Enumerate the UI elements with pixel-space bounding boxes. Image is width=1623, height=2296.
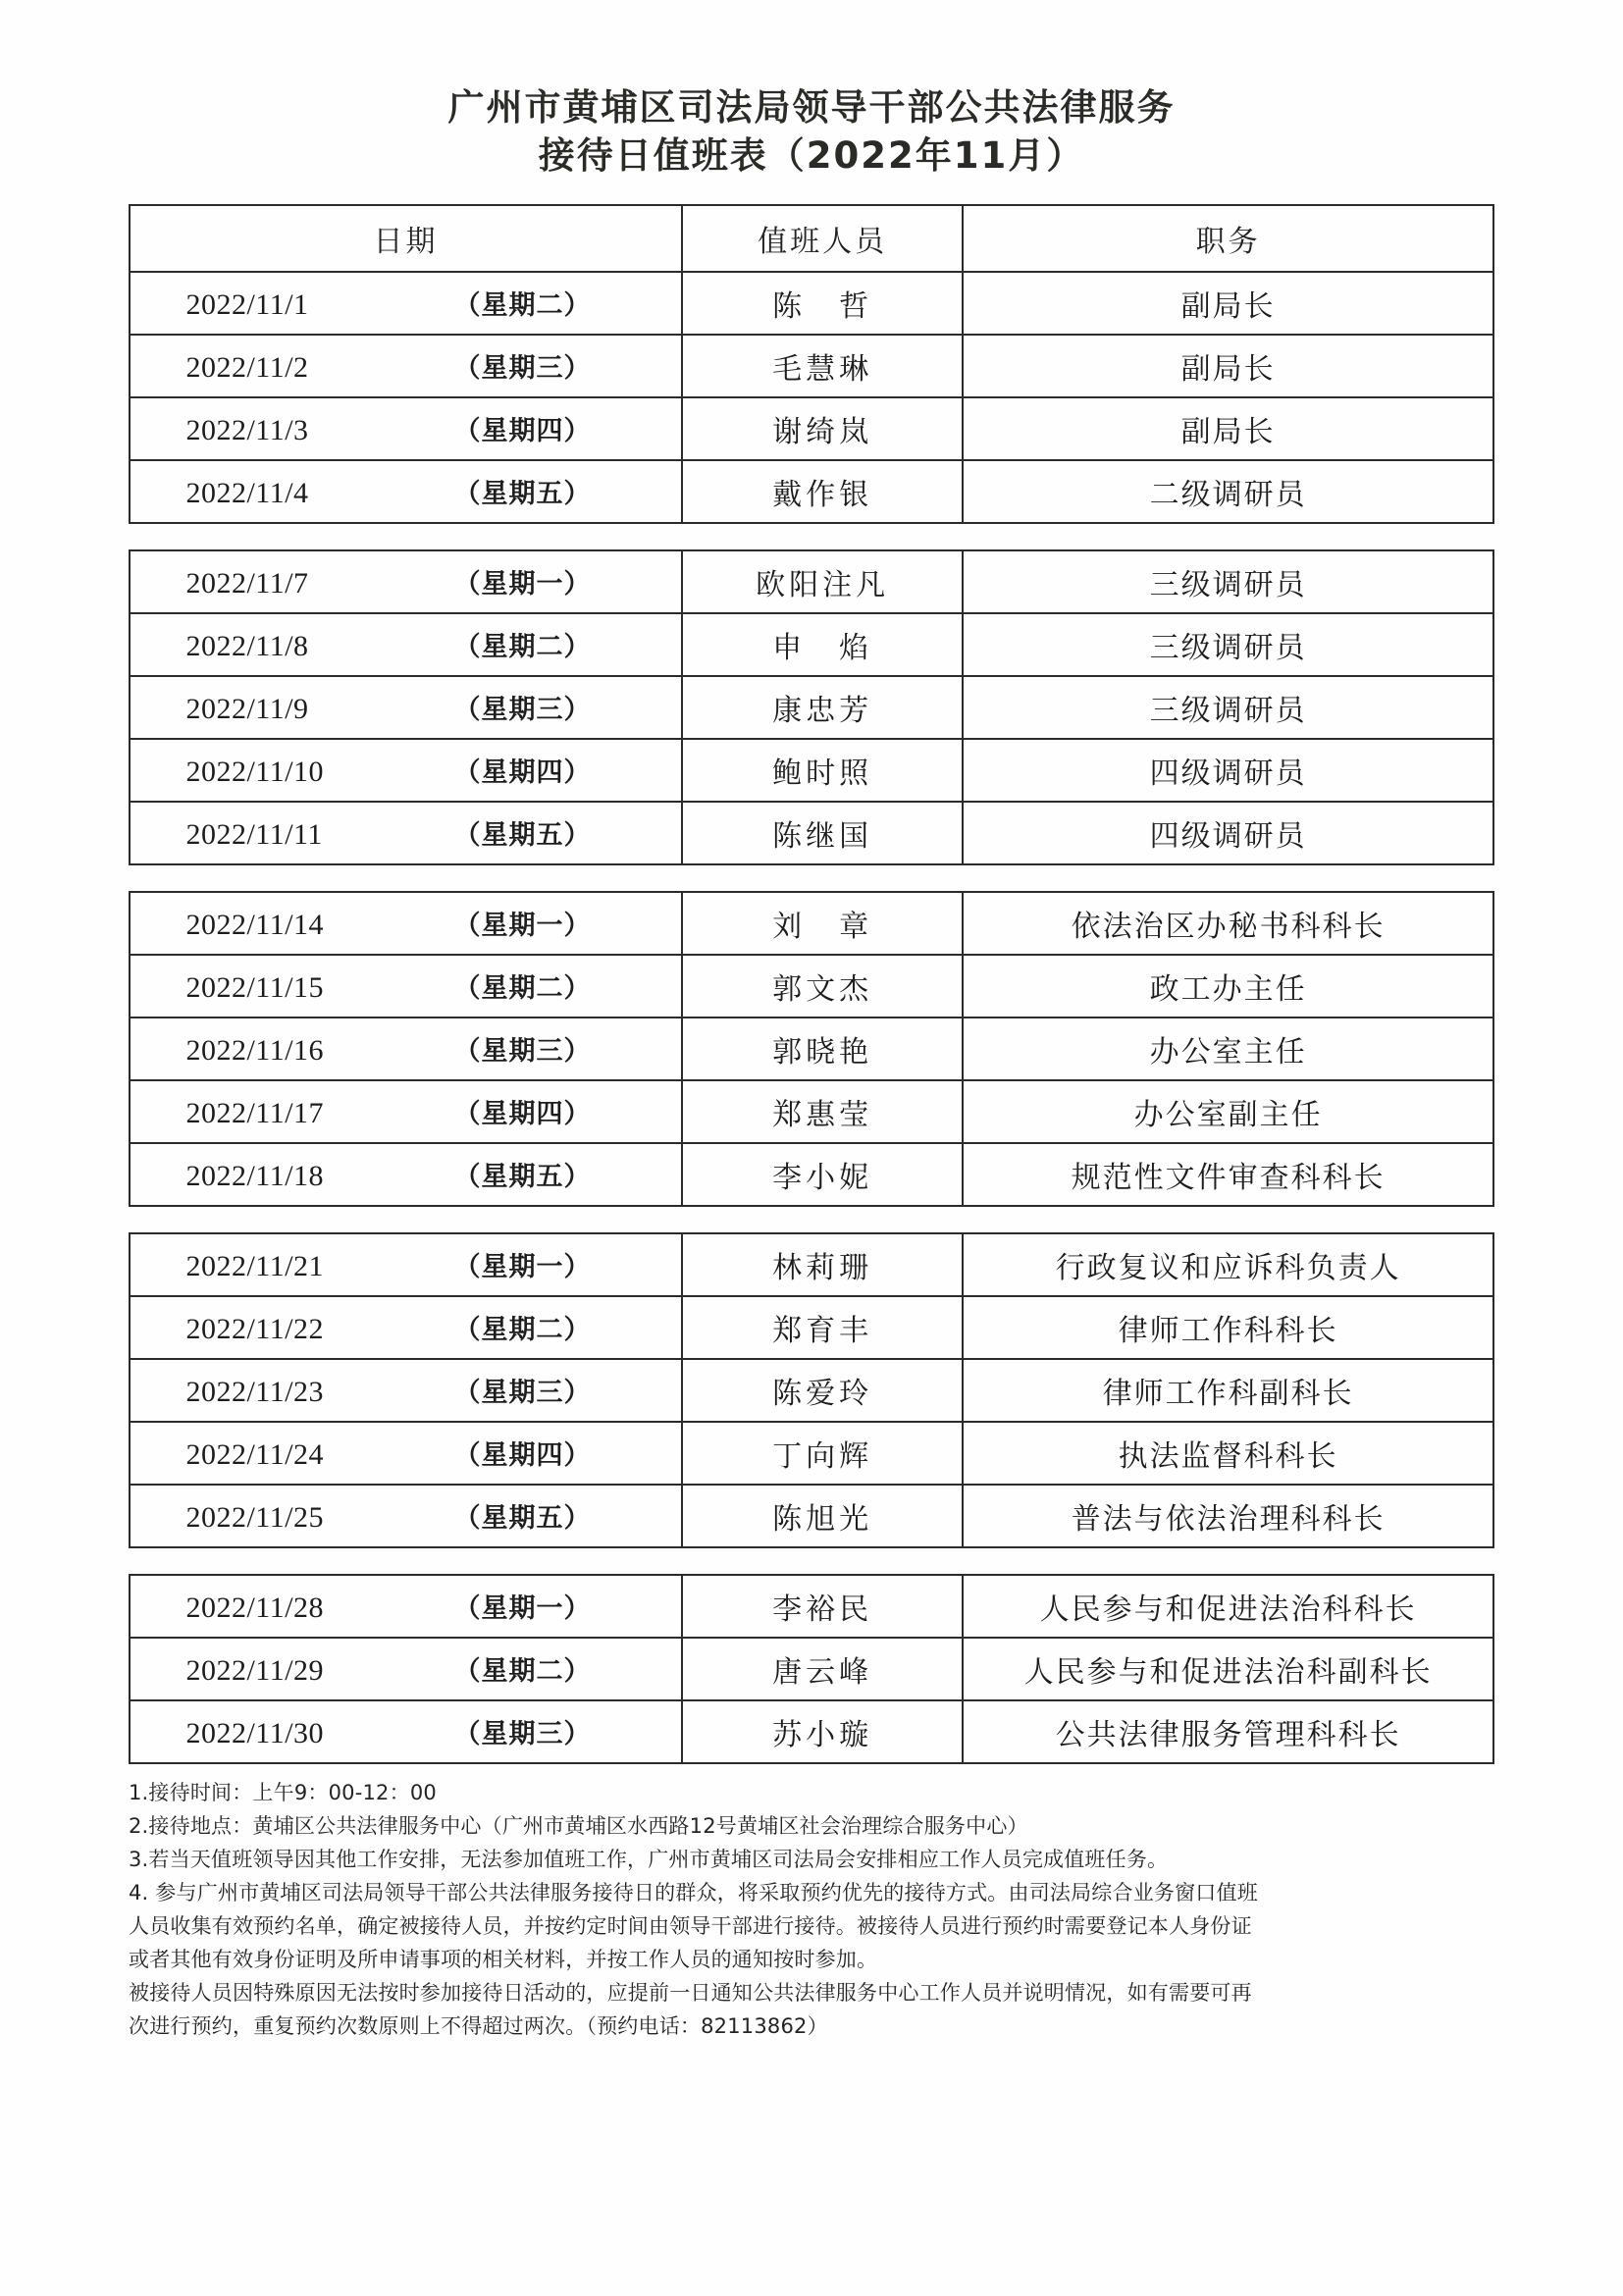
cell-person: 康忠芳 <box>682 676 963 739</box>
cell-role: 执法监督科科长 <box>963 1422 1493 1485</box>
footnote-5-line-1: 被接待人员因特殊原因无法按时参加接待日活动的，应提前一日通知公共法律服务中心工作人员并说明情况，如有需要可再 <box>129 1980 1252 2005</box>
schedule-table-group-5 <box>129 1574 1494 1764</box>
cell-person: 戴作银 <box>682 460 963 523</box>
cell-role: 四级调研员 <box>963 802 1493 864</box>
cell-date <box>130 550 682 613</box>
table-row <box>130 550 1493 613</box>
cell-person: 欧阳注凡 <box>682 550 963 613</box>
date-value: 2022/11/29 <box>185 1654 325 1688</box>
table-row <box>130 676 1493 739</box>
weekday-value: （星期五） <box>453 479 592 510</box>
cell-person: 郭文杰 <box>682 955 963 1018</box>
date-value: 2022/11/16 <box>185 1034 325 1068</box>
cell-role: 副局长 <box>963 397 1493 460</box>
date-value: 2022/11/28 <box>185 1592 325 1625</box>
footnote-4-line-2: 人员收集有效预约名单，确定被接待人员，并按约定时间由领导干部进行接待。被接待人员进行预约时需要登记本人身份证 <box>129 1913 1252 1938</box>
cell-person: 郭晓艳 <box>682 1018 963 1080</box>
weekday-value: （星期五） <box>453 1503 592 1535</box>
cell-date <box>130 676 682 739</box>
cell-role: 办公室主任 <box>963 1018 1493 1080</box>
cell-date <box>130 1359 682 1422</box>
column-header-person: 值班人员 <box>682 205 963 272</box>
date-value: 2022/11/15 <box>185 971 325 1005</box>
table-row <box>130 955 1493 1018</box>
footnotes <box>129 1764 1494 2043</box>
date-value: 2022/11/14 <box>185 909 325 942</box>
cell-person: 谢绮岚 <box>682 397 963 460</box>
date-value: 2022/11/10 <box>185 756 325 789</box>
date-value: 2022/11/1 <box>185 288 309 322</box>
cell-date <box>130 802 682 864</box>
schedule-tables <box>129 181 1494 1764</box>
cell-role: 副局长 <box>963 335 1493 397</box>
title-line-2: 接待日值班表（2022年11月） <box>538 133 1085 177</box>
cell-date <box>130 272 682 335</box>
cell-person: 申 焰 <box>682 613 963 676</box>
cell-role: 二级调研员 <box>963 460 1493 523</box>
cell-person: 毛慧琳 <box>682 335 963 397</box>
footnote-5-line-2: 次进行预约，重复预约次数原则上不得超过两次。（预约电话：82113862） <box>129 2013 828 2038</box>
column-header-date: 日期 <box>130 205 682 272</box>
weekday-value: （星期三） <box>453 1378 592 1409</box>
schedule-table-group-2 <box>129 549 1494 865</box>
cell-role: 三级调研员 <box>963 550 1493 613</box>
table-row <box>130 1018 1493 1080</box>
table-row <box>130 1700 1493 1763</box>
date-value: 2022/11/25 <box>185 1501 325 1535</box>
date-value: 2022/11/17 <box>185 1097 325 1130</box>
cell-person: 鲍时照 <box>682 739 963 802</box>
weekday-value: （星期三） <box>453 353 592 385</box>
cell-date <box>130 892 682 955</box>
cell-role: 普法与依法治理科科长 <box>963 1485 1493 1547</box>
table-body-group-4 <box>130 1233 1493 1547</box>
cell-date <box>130 1018 682 1080</box>
weekday-value: （星期三） <box>453 1036 592 1068</box>
table-body-group-2 <box>130 550 1493 864</box>
weekday-value: （星期二） <box>453 973 592 1005</box>
cell-person: 郑惠莹 <box>682 1080 963 1143</box>
cell-date <box>130 613 682 676</box>
cell-date <box>130 1638 682 1700</box>
table-row <box>130 1485 1493 1547</box>
cell-date <box>130 1080 682 1143</box>
date-value: 2022/11/7 <box>185 567 309 600</box>
cell-person: 李裕民 <box>682 1575 963 1638</box>
cell-role: 办公室副主任 <box>963 1080 1493 1143</box>
date-value: 2022/11/23 <box>185 1376 325 1409</box>
table-row <box>130 1422 1493 1485</box>
weekday-value: （星期一） <box>453 1252 592 1283</box>
cell-person: 陈爱玲 <box>682 1359 963 1422</box>
cell-role: 公共法律服务管理科科长 <box>963 1700 1493 1763</box>
column-header-role: 职务 <box>963 205 1493 272</box>
weekday-value: （星期三） <box>453 695 592 726</box>
weekday-value: （星期二） <box>453 1315 592 1346</box>
cell-role: 规范性文件审查科科长 <box>963 1143 1493 1206</box>
cell-person: 刘 章 <box>682 892 963 955</box>
cell-date <box>130 335 682 397</box>
table-row <box>130 335 1493 397</box>
date-value: 2022/11/24 <box>185 1438 325 1472</box>
weekday-value: （星期一） <box>453 569 592 600</box>
table-row <box>130 1233 1493 1296</box>
schedule-table-group-4 <box>129 1232 1494 1548</box>
cell-person: 陈旭光 <box>682 1485 963 1547</box>
cell-date <box>130 1575 682 1638</box>
cell-role: 四级调研员 <box>963 739 1493 802</box>
cell-role: 三级调研员 <box>963 676 1493 739</box>
weekday-value: （星期一） <box>453 1593 592 1625</box>
cell-person: 陈继国 <box>682 802 963 864</box>
schedule-table-group-1 <box>129 204 1494 524</box>
cell-date <box>130 397 682 460</box>
table-row <box>130 1638 1493 1700</box>
table-body-group-5 <box>130 1575 1493 1763</box>
table-row <box>130 892 1493 955</box>
cell-date <box>130 1143 682 1206</box>
weekday-value: （星期二） <box>453 1656 592 1688</box>
table-row <box>130 1359 1493 1422</box>
table-header-row <box>130 205 1493 272</box>
cell-date <box>130 955 682 1018</box>
date-value: 2022/11/8 <box>185 630 309 663</box>
table-body-group-1 <box>130 272 1493 523</box>
cell-role: 行政复议和应诉科负责人 <box>963 1233 1493 1296</box>
weekday-value: （星期三） <box>453 1719 592 1750</box>
schedule-table-group-3 <box>129 891 1494 1207</box>
cell-person: 郑育丰 <box>682 1296 963 1359</box>
date-value: 2022/11/4 <box>185 477 309 510</box>
cell-date <box>130 739 682 802</box>
cell-role: 律师工作科副科长 <box>963 1359 1493 1422</box>
title-line-1: 广州市黄埔区司法局领导干部公共法律服务 <box>447 86 1176 129</box>
weekday-value: （星期五） <box>453 1162 592 1193</box>
table-row <box>130 739 1493 802</box>
table-row <box>130 1080 1493 1143</box>
cell-date <box>130 1233 682 1296</box>
cell-date <box>130 1700 682 1763</box>
cell-date <box>130 1296 682 1359</box>
cell-role: 人民参与和促进法治科科长 <box>963 1575 1493 1638</box>
date-value: 2022/11/18 <box>185 1160 325 1193</box>
date-value: 2022/11/2 <box>185 351 309 385</box>
cell-role: 依法治区办秘书科科长 <box>963 892 1493 955</box>
footnote-1: 1.接待时间：上午9：00-12：00 <box>129 1780 437 1804</box>
table-row <box>130 1143 1493 1206</box>
cell-person: 苏小璇 <box>682 1700 963 1763</box>
cell-person: 唐云峰 <box>682 1638 963 1700</box>
document-title <box>0 0 1623 181</box>
date-value: 2022/11/9 <box>185 693 309 726</box>
footnote-3: 3.若当天值班领导因其他工作安排，无法参加值班工作，广州市黄埔区司法局会安排相应工作人员完成值班任务。 <box>129 1847 1169 1871</box>
date-value: 2022/11/22 <box>185 1313 325 1346</box>
cell-role: 律师工作科科长 <box>963 1296 1493 1359</box>
table-row <box>130 1296 1493 1359</box>
cell-person: 李小妮 <box>682 1143 963 1206</box>
weekday-value: （星期四） <box>453 416 592 447</box>
table-body-group-3 <box>130 892 1493 1206</box>
date-value: 2022/11/30 <box>185 1717 325 1750</box>
table-row <box>130 613 1493 676</box>
weekday-value: （星期一） <box>453 911 592 942</box>
weekday-value: （星期二） <box>453 632 592 663</box>
weekday-value: （星期四） <box>453 1099 592 1130</box>
cell-role: 副局长 <box>963 272 1493 335</box>
cell-role: 人民参与和促进法治科副科长 <box>963 1638 1493 1700</box>
footnote-4-line-3: 或者其他有效身份证明及所申请事项的相关材料，并按工作人员的通知按时参加。 <box>129 1947 878 1971</box>
cell-date <box>130 460 682 523</box>
footnote-2: 2.接待地点：黄埔区公共法律服务中心（广州市黄埔区水西路12号黄埔区社会治理综合服务中心） <box>129 1813 1028 1838</box>
date-value: 2022/11/3 <box>185 414 309 447</box>
footnote-4-line-1: 4. 参与广州市黄埔区司法局领导干部公共法律服务接待日的群众，将采取预约优先的接待方式。由司法局综合业务窗口值班 <box>129 1880 1258 1905</box>
table-row <box>130 1575 1493 1638</box>
weekday-value: （星期五） <box>453 820 592 852</box>
table-row <box>130 460 1493 523</box>
cell-role: 政工办主任 <box>963 955 1493 1018</box>
cell-role: 三级调研员 <box>963 613 1493 676</box>
weekday-value: （星期四） <box>453 757 592 789</box>
table-row <box>130 272 1493 335</box>
cell-date <box>130 1422 682 1485</box>
date-value: 2022/11/11 <box>185 818 323 852</box>
cell-person: 陈 哲 <box>682 272 963 335</box>
cell-person: 林莉珊 <box>682 1233 963 1296</box>
weekday-value: （星期四） <box>453 1440 592 1472</box>
cell-date <box>130 1485 682 1547</box>
table-row <box>130 802 1493 864</box>
cell-person: 丁向辉 <box>682 1422 963 1485</box>
table-row <box>130 397 1493 460</box>
weekday-value: （星期二） <box>453 290 592 322</box>
date-value: 2022/11/21 <box>185 1250 325 1283</box>
